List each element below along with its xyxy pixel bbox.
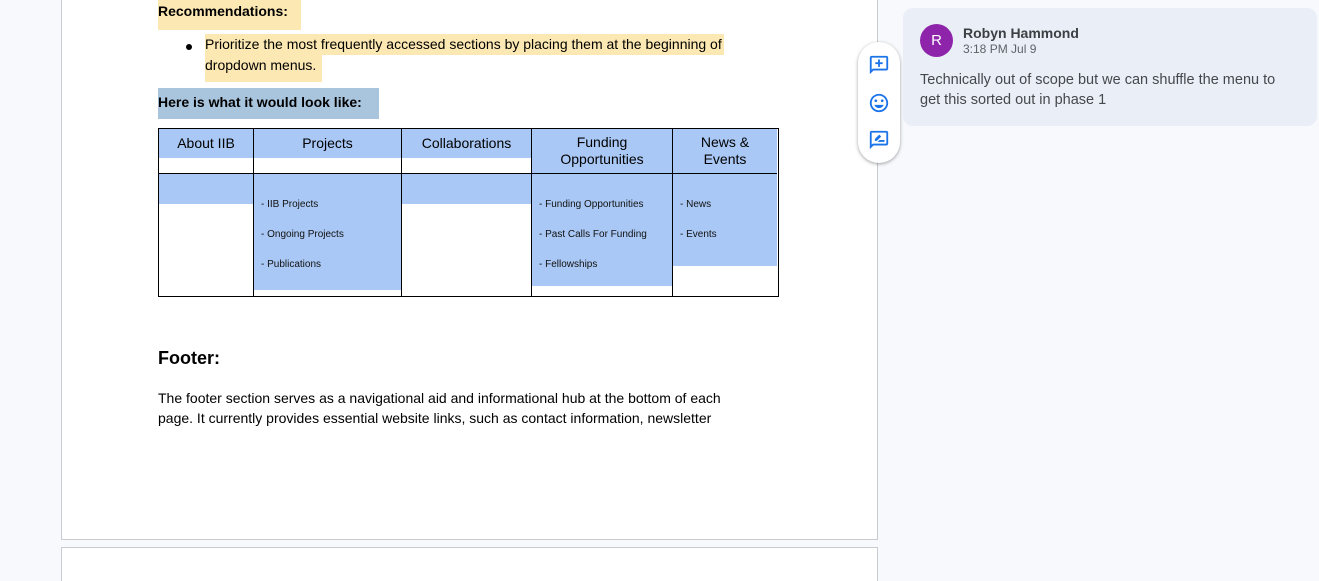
floating-action-toolbar — [858, 42, 900, 163]
table-cell-collaborations — [402, 174, 532, 296]
table-header-about-iib: About IIB — [159, 129, 254, 174]
footer-paragraph-line-1: The footer section serves as a navigational aid and informational hub at the bottom of each — [158, 390, 721, 406]
pencil-comment-icon — [868, 129, 890, 151]
bullet-text-line-2: dropdown menus. — [205, 55, 322, 82]
footer-paragraph — [158, 389, 721, 428]
here-is-label: Here is what it would look like: — [158, 88, 379, 119]
comment-text: Technically out of scope but we can shuffle the menu to get this sorted out in phase 1 — [920, 72, 1276, 108]
comment-author: Robyn Hammond — [963, 25, 1079, 41]
table-header-funding: Funding Opportunities — [532, 129, 673, 174]
table-item: - Funding Opportunities — [539, 199, 644, 210]
comment-header — [920, 24, 1301, 57]
table-cell-news-events — [673, 174, 777, 296]
bullet-glyph — [186, 44, 192, 50]
table-item: - Publications — [261, 259, 322, 270]
footer-paragraph-line-2: page. It currently provides essential website links, such as contact information, newsletter — [158, 409, 712, 426]
table-cell-projects — [254, 174, 402, 296]
recommendations-heading: Recommendations: — [158, 0, 301, 30]
table-item: - IIB Projects — [261, 199, 319, 210]
selection-highlight — [402, 174, 531, 204]
nav-structure-table[interactable] — [158, 128, 779, 297]
selection-highlight — [159, 174, 253, 204]
table-item: - Events — [680, 229, 717, 240]
footer-heading: Footer: — [158, 348, 220, 368]
table-item: - Past Calls For Funding — [539, 229, 647, 240]
table-item: - Fellowships — [539, 259, 598, 270]
table-header-news-events: News & Events — [673, 129, 777, 174]
add-comment-icon — [868, 54, 890, 76]
add-comment-icon[interactable] — [867, 53, 891, 77]
table-item: - Ongoing Projects — [261, 229, 344, 240]
table-cell-funding — [532, 174, 673, 296]
table-header-collaborations: Collaborations — [402, 129, 532, 174]
comment-card[interactable] — [903, 8, 1317, 126]
table-header-projects: Projects — [254, 129, 402, 174]
emoji-icon — [868, 92, 890, 114]
table-item: - News — [680, 199, 712, 210]
avatar: R — [920, 24, 953, 57]
comment-timestamp: 3:18 PM Jul 9 — [963, 42, 1037, 56]
bullet-text-line-1: Prioritize the most frequently accessed sections by placing them at the beginning of — [205, 34, 724, 55]
emoji-reaction-icon[interactable] — [867, 91, 891, 115]
suggest-edit-icon[interactable] — [867, 128, 891, 152]
table-cell-about-iib — [159, 174, 254, 296]
document-page-2[interactable] — [61, 547, 878, 581]
